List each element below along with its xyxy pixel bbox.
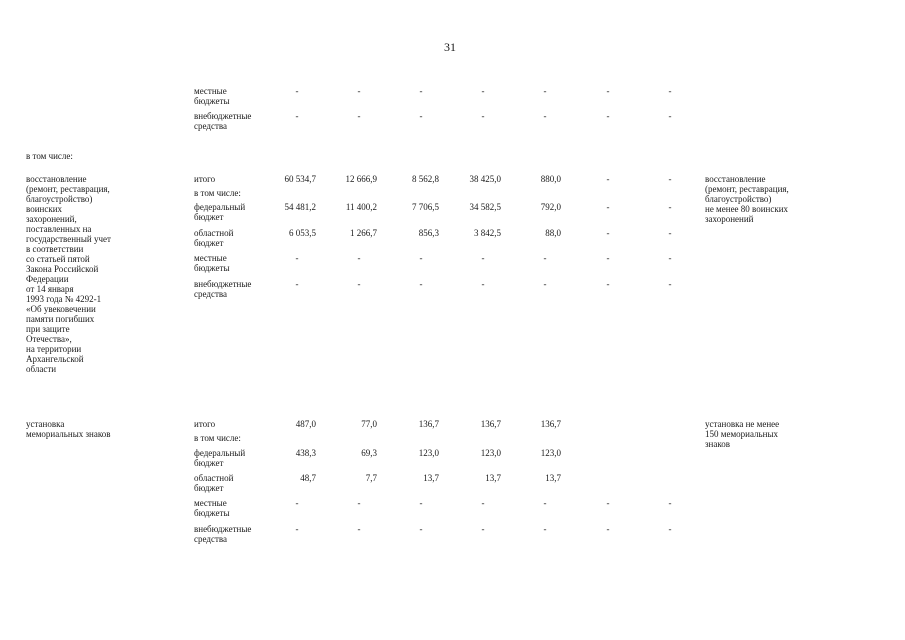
funding-value-cell: 136,7 bbox=[540, 419, 561, 429]
funding-value-cell: - bbox=[543, 111, 547, 121]
funding-value-cell: - bbox=[357, 111, 361, 121]
activity-text-line: Архангельской bbox=[26, 354, 84, 364]
funding-value-cell: 11 400,2 bbox=[345, 202, 377, 212]
funding-source-label: итого bbox=[194, 419, 216, 429]
activity-text-line: государственный учет bbox=[26, 234, 111, 244]
funding-value-cell: - bbox=[357, 86, 361, 96]
funding-value-cell: - bbox=[668, 202, 672, 212]
activity-text-line: «Об увековечении bbox=[26, 304, 96, 314]
activity-text-line: в соответствии bbox=[26, 244, 84, 254]
funding-value-cell: - bbox=[295, 111, 299, 121]
funding-source-label: итого bbox=[194, 174, 216, 184]
funding-value-cell: - bbox=[543, 86, 547, 96]
activity-text-line: памяти погибших bbox=[26, 314, 95, 324]
funding-value-cell: 13,7 bbox=[423, 473, 439, 483]
funding-value-cell: - bbox=[606, 202, 610, 212]
funding-value-cell: - bbox=[481, 279, 485, 289]
funding-source-label: средства bbox=[194, 534, 228, 544]
funding-value-cell: - bbox=[357, 498, 361, 508]
funding-value-cell: - bbox=[295, 86, 299, 96]
funding-value-cell: - bbox=[357, 524, 361, 534]
activity-text-line: области bbox=[26, 364, 57, 374]
result-text-line: захоронений bbox=[705, 214, 754, 224]
funding-value-cell: 13,7 bbox=[485, 473, 501, 483]
funding-value-cell: 136,7 bbox=[418, 419, 439, 429]
funding-source-label: в том числе: bbox=[194, 433, 241, 443]
funding-value-cell: - bbox=[357, 279, 361, 289]
funding-value-cell: - bbox=[606, 524, 610, 534]
funding-value-cell: 880,0 bbox=[540, 174, 561, 184]
funding-value-cell: 487,0 bbox=[295, 419, 316, 429]
activity-text-line: Отечества», bbox=[26, 334, 72, 344]
funding-value-cell: 6 053,5 bbox=[289, 228, 316, 238]
result-text-line: не менее 80 воинских bbox=[705, 204, 789, 214]
funding-source-label: бюджет bbox=[194, 238, 224, 248]
funding-value-cell: 54 481,2 bbox=[284, 202, 316, 212]
funding-value-cell: - bbox=[419, 86, 423, 96]
funding-source-label: средства bbox=[194, 121, 228, 131]
funding-value-cell: 69,3 bbox=[361, 448, 377, 458]
funding-value-cell: - bbox=[481, 524, 485, 534]
funding-source-label: местные bbox=[194, 86, 227, 96]
funding-source-label: в том числе: bbox=[194, 188, 241, 198]
funding-value-cell: - bbox=[606, 111, 610, 121]
funding-value-cell: - bbox=[606, 279, 610, 289]
activity-text-line: со статьей пятой bbox=[26, 254, 90, 264]
activity-text-line: 1993 года № 4292-1 bbox=[26, 294, 102, 304]
funding-source-label: внебюджетные bbox=[194, 524, 252, 534]
funding-value-cell: - bbox=[668, 253, 672, 263]
funding-value-cell: 123,0 bbox=[418, 448, 439, 458]
funding-value-cell: 1 266,7 bbox=[350, 228, 377, 238]
funding-value-cell: - bbox=[543, 279, 547, 289]
funding-value-cell: - bbox=[481, 253, 485, 263]
memorial-activity-cell bbox=[26, 419, 111, 439]
funding-source-label: бюджет bbox=[194, 483, 224, 493]
result-text-line: благоустройство) bbox=[705, 194, 772, 204]
funding-value-cell: - bbox=[357, 253, 361, 263]
funding-source-label: местные bbox=[194, 498, 227, 508]
funding-value-cell: - bbox=[419, 279, 423, 289]
funding-source-label: федеральный bbox=[194, 448, 246, 458]
funding-source-label: областной bbox=[194, 228, 234, 238]
funding-value-cell: - bbox=[295, 524, 299, 534]
funding-value-cell: - bbox=[668, 524, 672, 534]
funding-value-cell: 34 582,5 bbox=[469, 202, 501, 212]
funding-value-cell: - bbox=[606, 174, 610, 184]
funding-value-cell: - bbox=[606, 86, 610, 96]
funding-value-cell: 48,7 bbox=[300, 473, 316, 483]
funding-value-cell: 123,0 bbox=[540, 448, 561, 458]
funding-value-cell: - bbox=[543, 524, 547, 534]
funding-source-label: бюджеты bbox=[194, 508, 230, 518]
activity-text-line: захоронений, bbox=[26, 214, 77, 224]
activity-text-line: при защите bbox=[26, 324, 70, 334]
funding-value-cell: 438,3 bbox=[295, 448, 316, 458]
activity-text-line: (ремонт, реставрация, bbox=[26, 184, 110, 194]
funding-value-cell: 38 425,0 bbox=[469, 174, 501, 184]
funding-value-cell: - bbox=[295, 279, 299, 289]
funding-value-cell: 60 534,7 bbox=[284, 174, 316, 184]
funding-value-cell: - bbox=[543, 498, 547, 508]
activity-text-line: на территории bbox=[26, 344, 82, 354]
funding-source-label: областной bbox=[194, 473, 234, 483]
funding-value-cell: - bbox=[295, 498, 299, 508]
funding-value-cell: 77,0 bbox=[361, 419, 377, 429]
funding-value-cell: - bbox=[419, 111, 423, 121]
restore-result-cell bbox=[705, 174, 789, 224]
funding-value-cell: 792,0 bbox=[540, 202, 561, 212]
funding-value-cell: - bbox=[606, 228, 610, 238]
funding-value-cell: - bbox=[481, 111, 485, 121]
activity-text-line: восстановление bbox=[26, 174, 87, 184]
result-text-line: знаков bbox=[705, 439, 731, 449]
funding-value-cell: 7,7 bbox=[365, 473, 377, 483]
funding-value-cell: - bbox=[481, 86, 485, 96]
funding-source-label: бюджеты bbox=[194, 263, 230, 273]
funding-value-cell: - bbox=[668, 174, 672, 184]
funding-value-cell: 856,3 bbox=[418, 228, 439, 238]
funding-value-cell: - bbox=[668, 228, 672, 238]
result-text-line: восстановление bbox=[705, 174, 766, 184]
memorial-result-cell bbox=[705, 419, 779, 449]
funding-value-cell: 7 706,5 bbox=[412, 202, 439, 212]
funding-source-label: внебюджетные bbox=[194, 279, 252, 289]
result-text-line: (ремонт, реставрация, bbox=[705, 184, 789, 194]
funding-value-cell: 3 842,5 bbox=[474, 228, 501, 238]
activity-text-line: Федерации bbox=[26, 274, 69, 284]
activity-text-line: от 14 января bbox=[26, 284, 74, 294]
funding-value-cell: - bbox=[419, 498, 423, 508]
funding-value-cell: - bbox=[668, 498, 672, 508]
funding-value-cell: 123,0 bbox=[480, 448, 501, 458]
activity-text-line: Закона Российской bbox=[26, 264, 99, 274]
funding-value-cell: 88,0 bbox=[545, 228, 561, 238]
activity-text-line: мемориальных знаков bbox=[26, 429, 111, 439]
activity-text-line: благоустройство) bbox=[26, 194, 93, 204]
page-number: 31 bbox=[444, 40, 456, 54]
funding-value-cell: - bbox=[606, 253, 610, 263]
including-label: в том числе: bbox=[26, 151, 73, 161]
funding-value-cell: - bbox=[543, 253, 547, 263]
funding-value-cell: 8 562,8 bbox=[412, 174, 439, 184]
funding-value-cell: - bbox=[668, 111, 672, 121]
activity-text-line: воинских bbox=[26, 204, 63, 214]
activity-text-line: установка bbox=[26, 419, 65, 429]
funding-value-cell: 12 666,9 bbox=[345, 174, 377, 184]
funding-source-label: внебюджетные bbox=[194, 111, 252, 121]
funding-value-cell: - bbox=[606, 498, 610, 508]
funding-source-label: бюджет bbox=[194, 458, 224, 468]
funding-source-label: средства bbox=[194, 289, 228, 299]
funding-value-cell: - bbox=[668, 279, 672, 289]
funding-source-label: бюджеты bbox=[194, 96, 230, 106]
result-text-line: установка не менее bbox=[705, 419, 780, 429]
funding-value-cell: - bbox=[419, 253, 423, 263]
funding-source-label: бюджет bbox=[194, 212, 224, 222]
restore-activity-cell bbox=[26, 174, 111, 374]
funding-value-cell: 13,7 bbox=[545, 473, 561, 483]
funding-value-cell: - bbox=[481, 498, 485, 508]
result-text-line: 150 мемориальных bbox=[705, 429, 778, 439]
activity-text-line: поставленных на bbox=[26, 224, 92, 234]
funding-value-cell: - bbox=[295, 253, 299, 263]
funding-value-cell: 136,7 bbox=[480, 419, 501, 429]
funding-value-cell: - bbox=[419, 524, 423, 534]
funding-value-cell: - bbox=[668, 86, 672, 96]
funding-source-label: местные bbox=[194, 253, 227, 263]
funding-source-label: федеральный bbox=[194, 202, 246, 212]
